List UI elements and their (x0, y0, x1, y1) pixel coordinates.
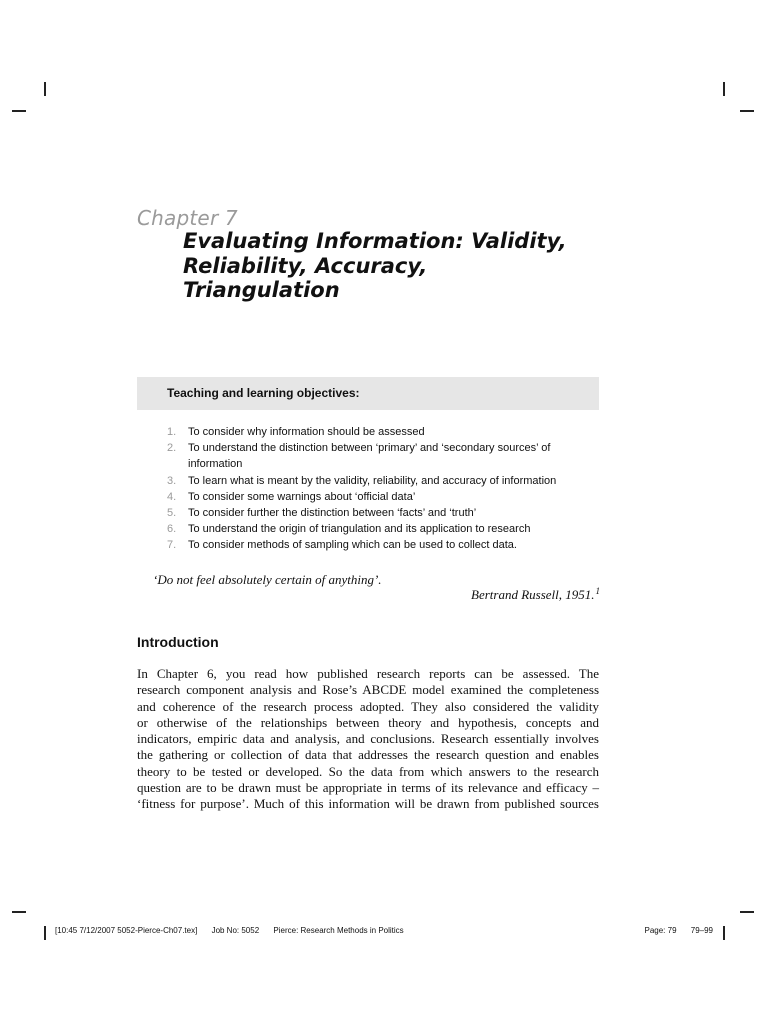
epigraph-quote: ‘Do not feel absolutely certain of anything’. (153, 572, 382, 587)
objective-text: To learn what is meant by the validity, reliability, and accuracy of information (188, 474, 557, 487)
footer-range: 79–99 (690, 926, 713, 935)
objective-number: 1. (167, 426, 177, 438)
body-line: and coherence of the research process adopted. They also considered the validity (137, 698, 599, 714)
objective-number: 6. (167, 523, 177, 536)
body-line: In Chapter 6, you read how published research reports can be assessed. The (137, 666, 599, 681)
body-line: question are to be drawn must be appropriate in terms of its relevance and efficacy – (137, 780, 599, 796)
footer-right (644, 926, 713, 935)
footer-page: Page: 79 (644, 926, 677, 935)
section-heading: Introduction (137, 634, 219, 650)
body-line: the gathering or collection of data that addresses the research question and enables (137, 747, 599, 763)
objective-number: 4. (167, 490, 177, 503)
chapter-title-line: Evaluating Information: Validity, (183, 229, 567, 253)
body-line: ‘fitness for purpose’. Much of this information will be drawn from published sources (137, 796, 599, 812)
crop-mark (740, 110, 754, 112)
body-line: theory to be tested or developed. So the data from which answers to the research (137, 763, 599, 779)
objective-number: 2. (167, 442, 177, 455)
body-paragraph (137, 666, 599, 813)
footer-left (55, 926, 416, 935)
objective-item (167, 489, 597, 505)
objective-text: To consider further the distinction between ‘facts’ and ‘truth’ (188, 507, 477, 520)
objective-text: To understand the origin of triangulation and its application to research (188, 523, 531, 536)
objective-text: To consider methods of sampling which can be used to collect data. (188, 539, 517, 552)
body-line: research component analysis and Rose’s ABCDE model examined the completeness (137, 682, 599, 698)
objective-number (167, 456, 188, 472)
objectives-list (167, 424, 597, 554)
crop-mark (740, 911, 754, 913)
objective-number: 3. (167, 474, 177, 487)
objectives-heading: Teaching and learning objectives: (167, 386, 360, 400)
objective-item (167, 473, 597, 489)
crop-mark (12, 110, 26, 112)
crop-mark (12, 911, 26, 913)
objective-text: To consider why information should be assessed (188, 426, 425, 438)
epigraph-attribution (471, 586, 600, 603)
body-line: or otherwise of the relationships between theory and hypothesis, concepts and (137, 714, 599, 730)
body-line: indicators, empiric data and analysis, and conclusions. Research essentially involves (137, 731, 599, 747)
objective-item (167, 521, 597, 537)
chapter-title-line: Triangulation (183, 278, 340, 302)
chapter-title (183, 229, 643, 303)
chapter-label: Chapter 7 (137, 206, 238, 230)
objective-text: To understand the distinction between ‘primary’ and ‘secondary sources’ of (188, 442, 551, 455)
crop-mark (723, 82, 725, 96)
epigraph-author: Bertrand Russell, 1951. (471, 587, 595, 602)
chapter-title-line: Reliability, Accuracy, (183, 253, 428, 278)
objective-text: To consider some warnings about ‘official data’ (188, 490, 416, 503)
crop-mark (44, 82, 46, 96)
objective-item (167, 440, 597, 456)
objective-number: 7. (167, 539, 177, 552)
footnote-marker: 1 (595, 586, 600, 596)
objective-item (167, 456, 597, 472)
objective-item (167, 505, 597, 521)
objective-number: 5. (167, 507, 177, 520)
objectives-box (137, 377, 599, 410)
footer-job: Job No: 5052 (211, 926, 260, 935)
crop-mark (44, 926, 46, 940)
objective-item (167, 424, 597, 440)
footer-book: Pierce: Research Methods in Politics (273, 926, 404, 935)
footer-timestamp: [10:45 7/12/2007 5052-Pierce-Ch07.tex] (55, 926, 198, 935)
crop-mark (723, 926, 725, 940)
objective-item (167, 537, 597, 553)
objective-text: information (188, 458, 243, 471)
